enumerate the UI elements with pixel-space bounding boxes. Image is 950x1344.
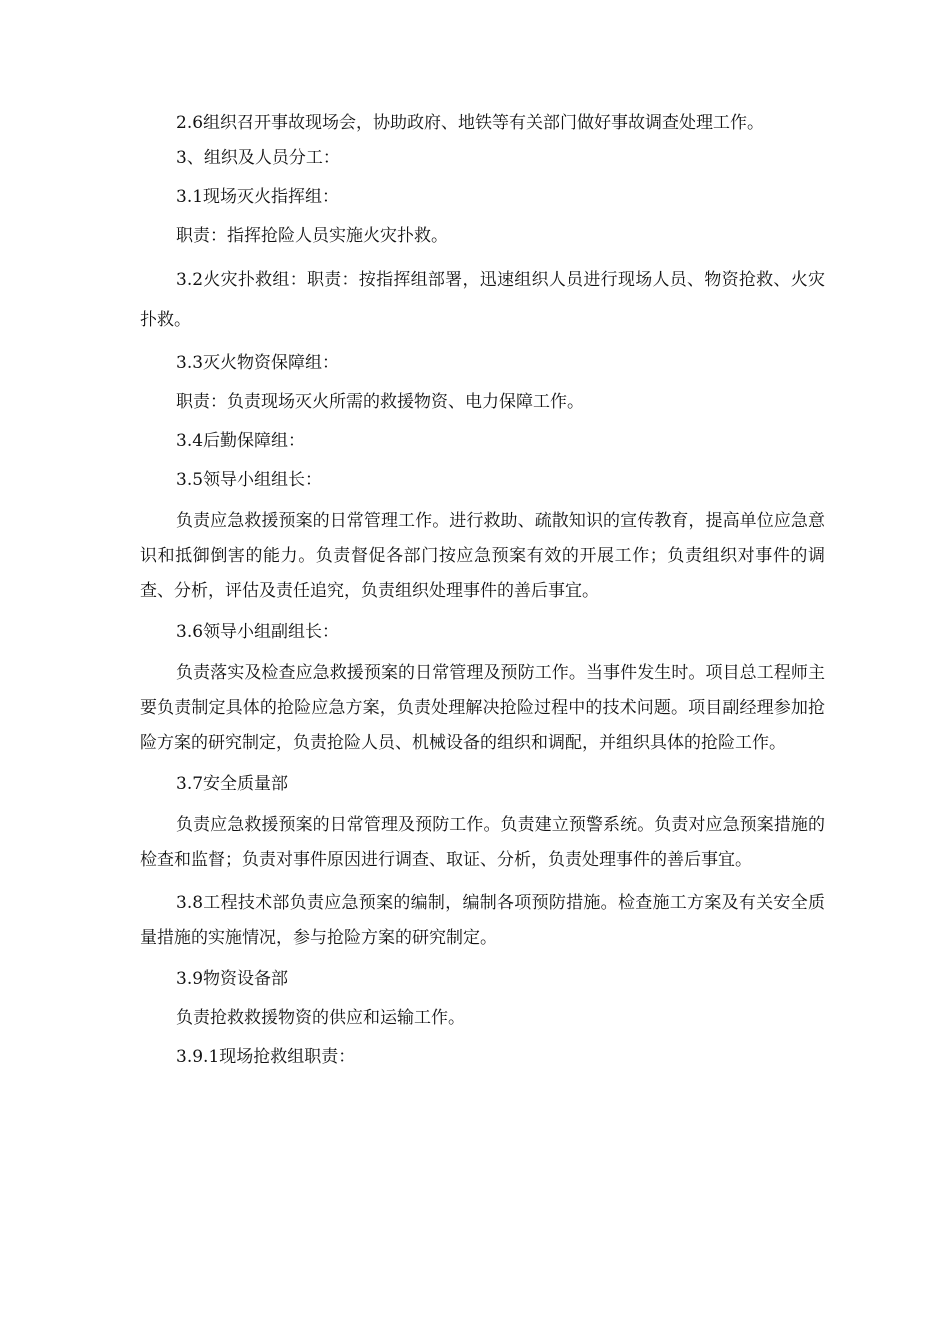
heading-3-6: 3.6领导小组副组长：: [176, 622, 340, 642]
paragraph-3-5-duty: 负责应急救援预案的日常管理工作。进行救助、疏散知识的宣传教育，提高单位应急意识和抵御倒害的能力。负责督促各部门按应急预案有效的开展工作；负责组织对事件的调查、分析，评估及责任追究，负责组织处理事件的善后事宜。: [140, 511, 825, 601]
heading-3-4: 3.4后勤保障组：: [176, 431, 306, 451]
heading-3-9: 3.9物资设备部: [176, 969, 289, 989]
heading-3-7: 3.7安全质量部: [176, 774, 289, 794]
heading-3-5: 3.5领导小组组长：: [176, 470, 323, 490]
paragraph-3-8: 3.8工程技术部负责应急预案的编制，编制各项预防措施。检查施工方案及有关安全质量措施的实施情况，参与抢险方案的研究制定。: [140, 893, 825, 948]
paragraph-3-6-duty: 负责落实及检查应急救援预案的日常管理及预防工作。当事件发生时。项目总工程师主要负责制定具体的抢险应急方案，负责处理解决抢险过程中的技术问题。项目副经理参加抢险方案的研究制定，负责抢险人员、机械设备的组织和调配，并组织具体的抢险工作。: [140, 663, 825, 753]
paragraph-3-7-duty: 负责应急救援预案的日常管理及预防工作。负责建立预警系统。负责对应急预案措施的检查和监督；负责对事件原因进行调查、取证、分析，负责处理事件的善后事宜。: [140, 815, 825, 870]
heading-3-1: 3.1现场灭火指挥组：: [176, 187, 340, 207]
heading-3-3: 3.3灭火物资保障组：: [176, 353, 340, 373]
paragraph-2-6: 2.6组织召开事故现场会，协助政府、地铁等有关部门做好事故调查处理工作。: [176, 113, 765, 133]
paragraph-3-1-duty: 职责：指挥抢险人员实施火灾扑救。: [176, 226, 448, 246]
paragraph-3-3-duty: 职责：负责现场灭火所需的救援物资、电力保障工作。: [176, 392, 584, 412]
heading-3-9-1: 3.9.1现场抢救组职责：: [176, 1047, 356, 1067]
paragraph-3-2: 3.2火灾扑救组：职责：按指挥组部署，迅速组织人员进行现场人员、物资抢救、火灾扑救。: [140, 270, 825, 330]
section-heading-3: 3、组织及人员分工：: [176, 148, 340, 168]
document-body: [140, 108, 825, 1081]
paragraph-3-9-duty: 负责抢救救援物资的供应和运输工作。: [176, 1008, 465, 1028]
